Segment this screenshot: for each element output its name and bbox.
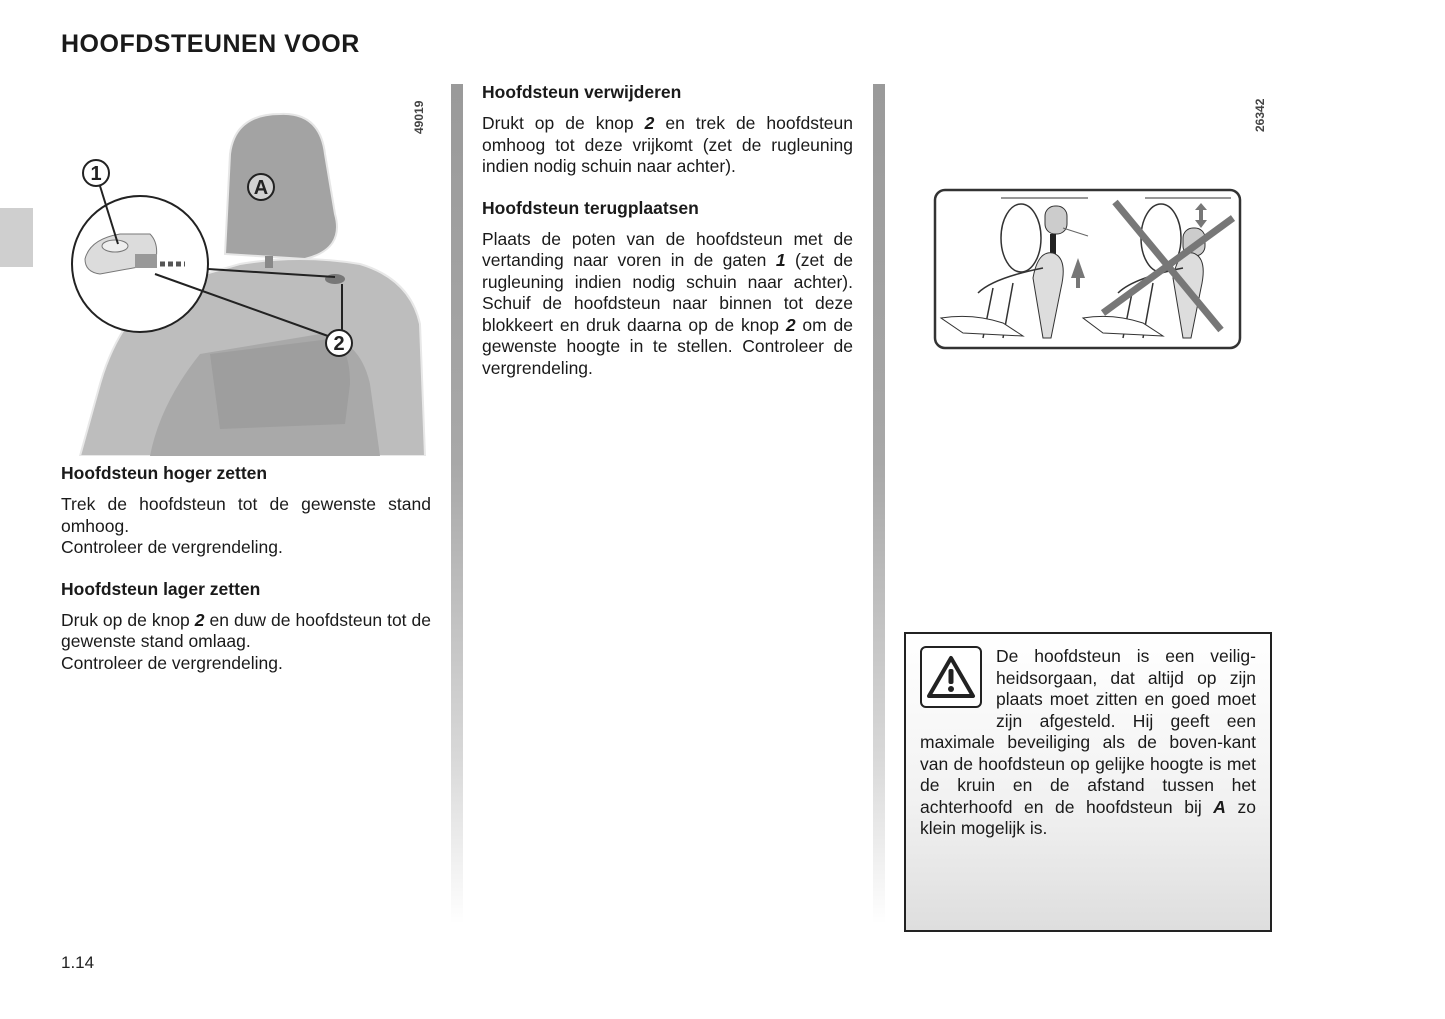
figure-code: 49019 [412, 100, 426, 134]
svg-text:A: A [253, 177, 269, 199]
svg-text:2: 2 [333, 333, 345, 355]
column-divider [873, 84, 885, 924]
middle-column-text [482, 82, 853, 399]
paragraph: Plaats de poten van de hoofdsteun met de vertanding naar voren in de gaten 1 (zet de rugleuning indien nodig schuin naar achter). Schuif de hoofdsteun naar binnen tot deze blokkeert en druk daarna op de knop 2 om de gewenste hoogte in te stellen. Controleer de vergrendeling. [482, 228, 854, 378]
headrest-position-illustration [933, 188, 1243, 352]
svg-text:1: 1 [90, 163, 102, 185]
paragraph: Controleer de vergrendeling. [61, 652, 283, 673]
section-heading: Hoofdsteun terugplaatsen [482, 197, 699, 218]
section-heading: Hoofdsteun verwijderen [482, 82, 682, 102]
section-heading: Hoofdsteun hoger zetten [61, 463, 268, 483]
page-title: HOOFDSTEUNEN VOOR [61, 30, 360, 58]
callout-2 [326, 330, 352, 356]
chapter-tab [0, 208, 33, 267]
section-heading: Hoofdsteun lager zetten [61, 578, 261, 599]
paragraph: Drukt op de knop 2 en trek de hoofdsteun omhoog tot deze vrijkomt (zet de rugleuning indien nodig schuin naar achter). [482, 113, 853, 176]
callout-A [248, 174, 274, 200]
warning-text: De hoofdsteun is een veilig-heidsorgaan, dat altijd op zijn plaats moet zitten en goed moet zijn afgesteld. Hij geeft een maximale beveiliging als de boven-kant van de hoofdsteun op gelijke hoogte is met de kruin en de afstand tussen het achterhoofd en de hoofdsteun bij A zo klein mogelijk is. [920, 646, 1256, 838]
warning-triangle-icon [920, 646, 982, 708]
paragraph: Druk op de knop 2 en duw de hoofdsteun tot de gewenste stand omlaag. [61, 609, 431, 651]
left-column-text [61, 463, 431, 694]
paragraph: Controleer de vergrendeling. [61, 537, 283, 557]
column-divider [451, 84, 463, 924]
paragraph: Trek de hoofdsteun tot de gewenste stand omhoog. [61, 494, 431, 536]
callout-1 [83, 160, 109, 186]
seat-headrest-illustration [60, 84, 432, 456]
page-number: 1.14 [61, 953, 95, 972]
figure-code: 26342 [1253, 98, 1267, 132]
warning-box [904, 632, 1272, 932]
